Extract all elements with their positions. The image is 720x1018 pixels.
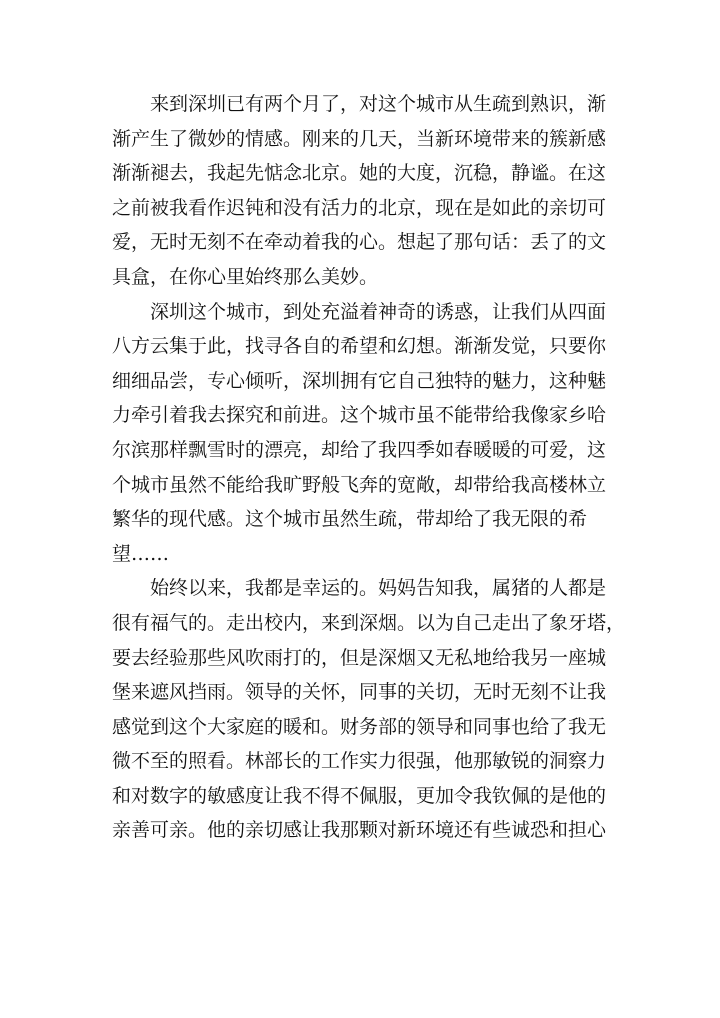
paragraph-2-line-4: 力牵引着我去探究和前进。这个城市虽不能带给我像家乡哈 bbox=[112, 404, 607, 427]
paragraph-2-line-2: 八方云集于此，找寻各自的希望和幻想。渐渐发觉，只要你 bbox=[112, 335, 607, 358]
paragraph-2-line-8: 望…… bbox=[112, 542, 170, 565]
paragraph-3-line-8: 亲善可亲。他的亲切感让我那颗对新环境还有些诚恐和担心 bbox=[112, 819, 607, 842]
paragraph-3-line-7: 和对数字的敏感度让我不得不佩服，更加令我钦佩的是他的 bbox=[112, 784, 607, 807]
paragraph-1-line-6: 具盒，在你心里始终那么美妙。 bbox=[112, 265, 379, 288]
paragraph-1-line-1: 来到深圳已有两个月了，对这个城市从生疏到熟识，渐 bbox=[150, 93, 607, 115]
paragraph-3-line-1: 始终以来，我都是幸运的。妈妈告知我，属猪的人都是 bbox=[150, 577, 607, 600]
paragraph-2-line-5: 尔滨那样飘雪时的漂亮，却给了我四季如春暖暖的可爱，这 bbox=[112, 438, 607, 461]
paragraph-1-line-2: 渐产生了微妙的情感。刚来的几天，当新环境带来的簇新感 bbox=[112, 127, 607, 150]
paragraph-2-line-3: 细细品尝，专心倾听，深圳拥有它自己独特的魅力，这种魅 bbox=[112, 369, 607, 392]
paragraph-3-line-4: 堡来遮风挡雨。领导的关怀，同事的关切，无时无刻不让我 bbox=[112, 681, 607, 704]
paragraph-2-line-6: 个城市虽然不能给我旷野般飞奔的宽敞，却带给我高楼林立 bbox=[112, 473, 607, 496]
paragraph-1-line-3: 渐渐褪去，我起先惦念北京。她的大度，沉稳，静谧。在这 bbox=[112, 162, 607, 185]
paragraph-1-line-5: 爱，无时无刻不在牵动着我的心。想起了那句话：丢了的文 bbox=[112, 231, 607, 254]
paragraph-2-line-1: 深圳这个城市，到处充溢着神奇的诱惑，让我们从四面 bbox=[150, 300, 607, 323]
paragraph-3-line-5: 感觉到这个大家庭的暖和。财务部的领导和同事也给了我无 bbox=[112, 715, 607, 738]
paragraph-2-line-7: 繁华的现代感。这个城市虽然生疏，带却给了我无限的希 bbox=[112, 508, 588, 531]
body-text bbox=[112, 87, 626, 848]
paragraph-3-line-6: 微不至的照看。林部长的工作实力很强，他那敏锐的洞察力 bbox=[112, 750, 607, 773]
paragraph-1-line-4: 之前被我看作迟钝和没有活力的北京，现在是如此的亲切可 bbox=[112, 196, 607, 219]
paragraph-3-line-2: 很有福气的。走出校内，来到深烟。以为自己走出了象牙塔， bbox=[112, 611, 626, 634]
paragraph-3-line-3: 要去经验那些风吹雨打的，但是深烟又无私地给我另一座城 bbox=[112, 646, 607, 669]
